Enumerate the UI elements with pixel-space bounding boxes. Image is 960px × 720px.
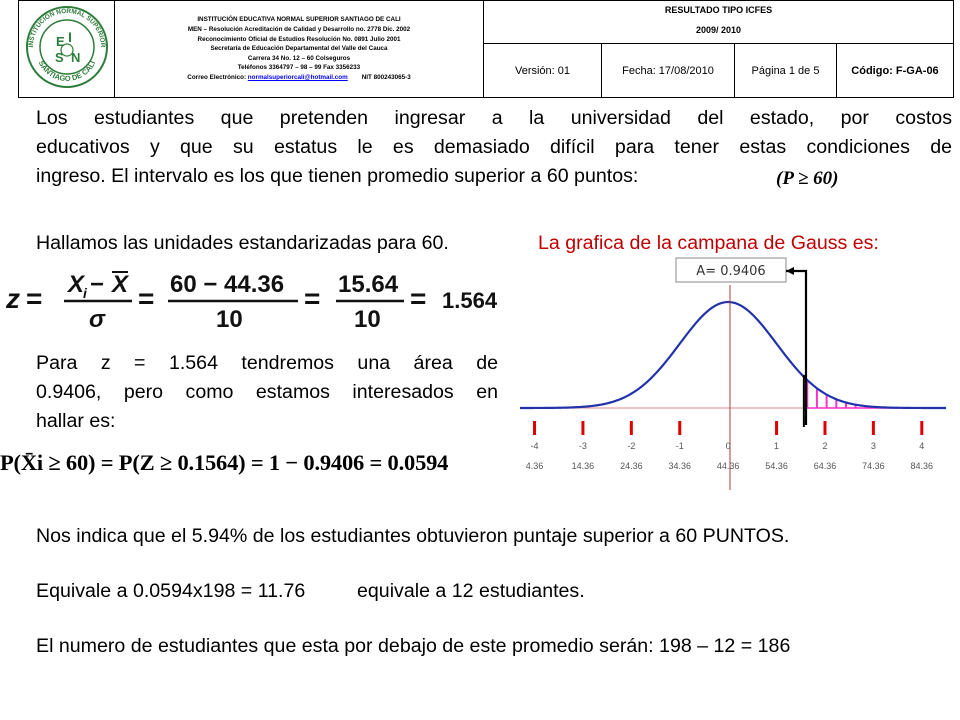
- z-area-line-3: hallar es:: [36, 410, 116, 432]
- annotation-arrowhead: [786, 267, 794, 275]
- svg-text:10: 10: [216, 306, 243, 333]
- svg-text:=: =: [410, 283, 427, 314]
- z-area-paragraph: [36, 349, 498, 407]
- z-tick-label: -4: [530, 441, 539, 451]
- code-cell: Código: F-GA-06: [837, 44, 954, 98]
- page-cell: Página 1 de 5: [735, 44, 837, 98]
- institution-info: [115, 1, 484, 98]
- x-tick-label: 24.36: [620, 461, 643, 471]
- x-tick-label: 54.36: [765, 461, 788, 471]
- probability-formula: P(X̄i ≥ 60) = P(Z ≥ 0.1564) = 1 − 0.9406 = 0.0594: [0, 450, 449, 475]
- inst-line: Secretaría de Educación Departamental del Valle del Cauca: [210, 45, 388, 53]
- document-header: [18, 0, 954, 98]
- inst-line: Carrera 34 No. 12 – 60 Colseguros: [247, 54, 351, 62]
- svg-text:60 − 44.36: 60 − 44.36: [170, 271, 285, 298]
- svg-text:i: i: [83, 285, 87, 301]
- inst-line: INSTITUCIÓN EDUCATIVA NORMAL SUPERIOR SANTIAGO DE CALI: [197, 16, 401, 24]
- svg-text:X: X: [68, 271, 85, 298]
- email-prefix: Correo Electrónico:: [187, 73, 247, 81]
- z-score-formula: [2, 270, 498, 333]
- inst-line: MEN – Resolución Acreditación de Calidad y Desarrollo no. 2778 Dic. 2002: [187, 26, 411, 34]
- conclusion-percent: Nos indica que el 5.94% de los estudiantes obtuvieron puntaje superior a 60 PUNTOS.: [36, 525, 790, 547]
- z-tick-label: -2: [627, 441, 636, 451]
- svg-text:=: =: [138, 283, 155, 314]
- x-tick-label: 4.36: [525, 461, 544, 471]
- logo-letter-n: N: [70, 49, 80, 65]
- x-tick-label: 34.36: [668, 461, 692, 471]
- logo-cell: [19, 1, 115, 98]
- standardize-heading: Hallamos las unidades estandarizadas para 60.: [36, 232, 449, 254]
- inst-line: Reconocimiento Oficial de Estudios Resolución No. 0891 Julio 2001: [197, 35, 401, 43]
- z-area-line-1: Para z = 1.564 tendremos una área de: [36, 352, 498, 374]
- svg-text:z: z: [6, 283, 20, 314]
- z-tick-label: 3: [870, 441, 876, 451]
- email-link[interactable]: normalsuperiorcali@hotmail.com: [247, 73, 348, 81]
- x-tick-label: 64.36: [813, 461, 837, 471]
- svg-text:=: =: [26, 283, 43, 314]
- intro-line-1: Los estudiantes que pretenden ingresar a la universidad del estado, por costos: [36, 107, 952, 129]
- svg-text:σ: σ: [89, 306, 105, 333]
- z-tick-label: 0: [725, 441, 731, 451]
- logo-letter-e: E: [55, 33, 65, 49]
- svg-text:15.64: 15.64: [338, 271, 399, 298]
- z-tick-label: 1: [774, 441, 780, 451]
- z-tick-label: -1: [675, 441, 684, 451]
- x-tick-label: 84.36: [910, 461, 934, 471]
- nit-text: NIT 800243065-3: [361, 73, 411, 81]
- inst-line: Teléfonos 3364797 – 98 – 99 Fax 3356233: [237, 64, 361, 72]
- logo-bottom-text: SANTIAGO DE CALI: [36, 58, 97, 83]
- x-tick-label: 44.36: [716, 461, 740, 471]
- email-line: [115, 73, 483, 83]
- z-tick-label: 2: [822, 441, 828, 451]
- x-tick-label: 14.36: [571, 461, 595, 471]
- logo-letter-i: I: [67, 28, 72, 45]
- chart-title: La grafica de la campana de Gauss es:: [538, 232, 879, 254]
- z-tick-label: -3: [578, 441, 587, 451]
- equivalence-result: equivale a 12 estudiantes.: [357, 580, 585, 602]
- logo-letter-s: S: [54, 49, 64, 65]
- doc-title: RESULTADO TIPO ICFES: [664, 5, 773, 15]
- x-tick-label: 74.36: [862, 461, 885, 471]
- svg-text:X: X: [112, 271, 129, 298]
- svg-text:SANTIAGO DE CALI: [36, 59, 97, 83]
- interval-formula: (P ≥ 60): [776, 168, 839, 189]
- school-logo: [24, 4, 110, 90]
- gauss-bell-chart: [510, 255, 960, 495]
- svg-text:−: −: [90, 271, 105, 298]
- z-formula-text: z = (Xi − X̄)/σ = (60 − 44.36)/10 = 15.64/10 = 1.564: [2, 270, 25, 271]
- doc-title-cell: [484, 1, 954, 44]
- doc-year: 2009/ 2010: [695, 25, 742, 35]
- area-annotation-label: A= 0.9406: [696, 264, 766, 279]
- svg-text:1.564: 1.564: [442, 288, 498, 313]
- logo-top-text: INSTITUCIÓN NORMAL SUPERIOR: [27, 7, 106, 48]
- equivalence-calc: Equivale a 0.0594x198 = 11.76: [36, 580, 306, 602]
- z-area-line-2: 0.9406, pero como estamos interesados en: [36, 381, 498, 403]
- date-cell: Fecha: 17/08/2010: [602, 44, 735, 98]
- below-average-count: El numero de estudiantes que esta por debajo de este promedio serán: 198 – 12 = 186: [36, 635, 791, 657]
- svg-text:=: =: [304, 283, 321, 314]
- version-cell: Versión: 01: [484, 44, 602, 98]
- intro-line-3: ingreso. El intervalo es los que tienen promedio superior a 60 puntos:: [36, 165, 639, 187]
- z-tick-label: 4: [919, 441, 925, 451]
- normal-curve: [520, 302, 946, 408]
- svg-text:10: 10: [354, 306, 381, 333]
- intro-line-2: educativos y que su estatus le es demasiado difícil para tener estas condiciones de: [36, 136, 952, 158]
- intro-paragraph: [36, 104, 952, 162]
